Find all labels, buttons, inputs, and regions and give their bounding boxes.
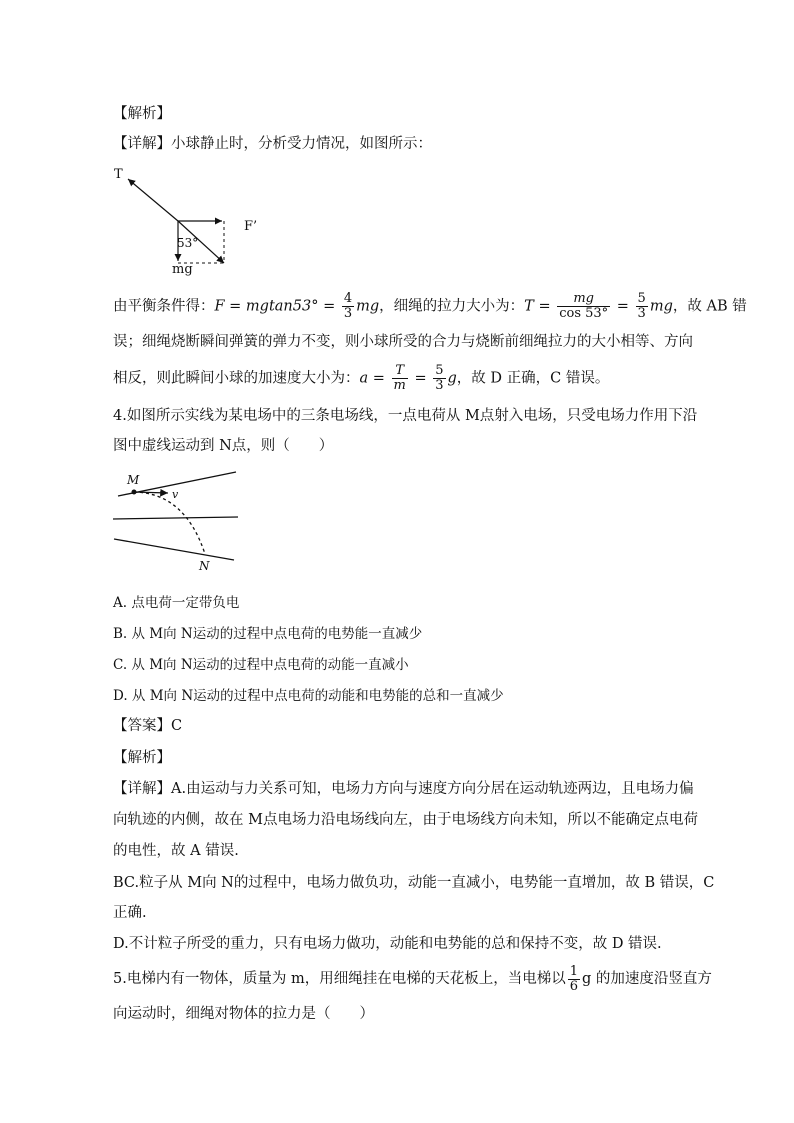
detail-line-1: 【详解】小球静止时，分析受力情况，如图所示：: [113, 136, 432, 152]
frac-num: 5: [637, 291, 646, 306]
equals-sign: =: [409, 370, 432, 387]
tension-expression: T =: [524, 298, 556, 315]
option-b: B. 从 M向 N运动的过程中点电荷的电势能一直减少: [113, 626, 423, 642]
frac-num: 1: [569, 963, 578, 979]
frac-den: 6: [569, 978, 578, 994]
equals-sign: =: [612, 298, 634, 315]
q4-stem-line-2: 图中虚线运动到 N点，则（ ）: [113, 438, 334, 454]
frac-num: 4: [343, 291, 353, 306]
q4-detail-5: 正确.: [113, 905, 147, 921]
tension-label: T: [114, 167, 123, 182]
fraction-4-3: [342, 292, 354, 321]
fraction-1-6: [568, 965, 580, 994]
q5-stem-post: g 的加速度沿竖直方: [581, 971, 712, 987]
fraction-T-m: [392, 364, 408, 393]
q4-detail-3: 的电性，故 A 错误.: [113, 843, 239, 859]
frac-den: cos 53°: [559, 306, 609, 321]
acceleration-line: [113, 363, 610, 393]
frac-num: T: [392, 364, 408, 379]
acc-tail: g: [447, 370, 457, 387]
frac-den: 3: [343, 306, 353, 321]
q4-detail-4: BC.粒子从 M向 N的过程中，电场力做负功，动能一直减小，电势能一直增加，故 B 错误，C: [113, 875, 715, 891]
eq-prefix: 由平衡条件得：: [113, 298, 215, 315]
option-a: A. 点电荷一定带负电: [113, 595, 240, 611]
field-line-bottom: [114, 539, 234, 560]
q4-stem-line-1: 4.如图所示实线为某电场中的三条电场线，一点电荷从 M点射入电场，只受电场力作用下沿: [113, 408, 698, 424]
field-line-middle: [113, 517, 238, 519]
acc-prefix: 相反，则此瞬间小球的加速度大小为：: [113, 370, 360, 387]
q4-detail-2: 向轨迹的内侧，故在 M点电场力沿电场线向左，由于电场线方向未知，所以不能确定点电荷: [113, 812, 698, 828]
acc-suffix: ，故 D 正确，C 错误。: [456, 370, 610, 387]
frac-num: 5: [435, 363, 444, 378]
frac-den: 3: [435, 378, 444, 393]
option-c: C. 从 M向 N运动的过程中点电荷的动能一直减小: [113, 657, 409, 673]
label-M: M: [127, 473, 140, 487]
fraction-5-3: [636, 292, 648, 321]
eq-mid: ，细绳的拉力大小为：: [379, 298, 525, 315]
detail-line-2: 误；细绳烧断瞬间弹簧的弹力不变，则小球所受的合力与烧断前细绳拉力的大小相等、方向: [113, 334, 693, 350]
angle-label: 53°: [177, 236, 199, 250]
answer-line: 【答案】C: [113, 718, 183, 734]
force-expression: F = mgtan53° =: [214, 298, 340, 315]
q5-stem-line-1: [113, 964, 712, 994]
q4-detail-6: D.不计粒子所受的重力，只有电场力做功，动能和电势能的总和保持不变，故 D 错误.: [113, 936, 662, 952]
frac-den: 3: [637, 306, 646, 321]
tension-tail: mg: [649, 298, 673, 315]
q5-stem-pre: 5.电梯内有一物体，质量为 m，用细绳挂在电梯的天花板上，当电梯以: [113, 971, 566, 987]
eq-suffix: ，故 AB 错: [672, 298, 747, 315]
fraction-mg-cos: [557, 292, 610, 321]
analysis-heading-1: 【解析】: [113, 106, 171, 122]
acc-symbol: a =: [359, 370, 390, 387]
q4-detail-1: 【详解】A.由运动与力关系可知，电场力方向与速度方向分居在运动轨迹两边，且电场力偏: [113, 781, 694, 797]
label-v: v: [172, 488, 179, 501]
frac-num: mg: [557, 292, 610, 307]
q5-stem-line-2: 向运动时，细绳对物体的拉力是（ ）: [113, 1006, 374, 1022]
frac-den: m: [393, 378, 406, 393]
option-d: D. 从 M向 N运动的过程中点电荷的动能和电势能的总和一直减少: [113, 688, 504, 704]
fraction-5-3b: [433, 364, 445, 393]
analysis-heading-2: 【解析】: [113, 750, 171, 766]
force-diagram: [110, 162, 270, 277]
velocity-arrow: [134, 492, 168, 493]
gravity-label: mg: [172, 262, 193, 277]
tension-arrow: [128, 179, 178, 221]
equilibrium-line: [113, 291, 747, 321]
field-lines-diagram: [110, 468, 245, 576]
label-N: N: [199, 559, 210, 573]
force-tail: mg: [356, 298, 380, 315]
spring-force-label: F’: [244, 219, 258, 234]
